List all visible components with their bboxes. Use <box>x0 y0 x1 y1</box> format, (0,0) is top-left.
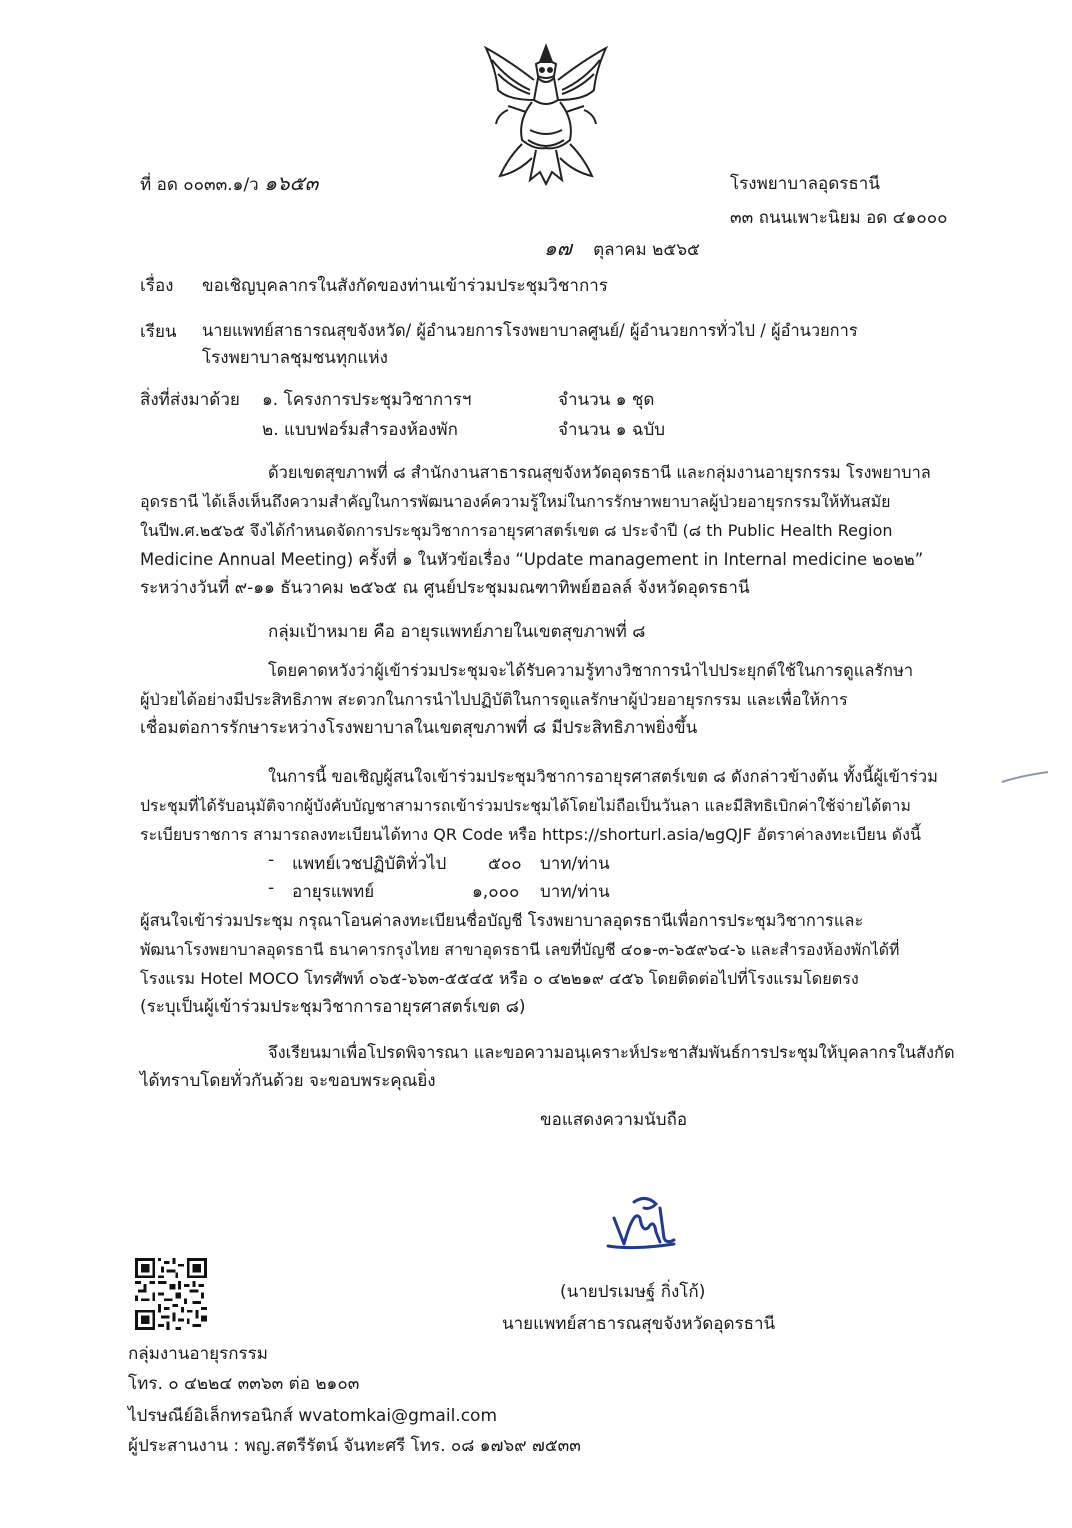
closing-salutation: ขอแสดงความนับถือ <box>540 1110 688 1130</box>
body-line: ในปีพ.ศ.๒๕๖๕ จึงได้กำหนดจัดการประชุมวิชาการอายุรศาสตร์เขต ๘ ประจำปี (๘ th Public Health Region <box>140 521 893 540</box>
body-paragraph-1 <box>140 458 980 603</box>
signer-name: (นายปรเมษฐ์ กิ่งโก้) <box>560 1282 706 1302</box>
fee-unit-2: บาท/ท่าน <box>540 882 610 902</box>
recipient-label: เรียน <box>140 322 177 342</box>
body-line: ผู้สนใจเข้าร่วมประชุม กรุณาโอนค่าลงทะเบียนชื่อบัญชี โรงพยาบาลอุดรธานีเพื่อการประชุมวิชาการและ <box>140 911 864 930</box>
body-line: เชื่อมต่อการรักษาระหว่างโรงพยาบาลในเขตสุขภาพที่ ๘ มีประสิทธิภาพยิ่งขึ้น <box>140 718 698 738</box>
body-paragraph-4 <box>140 762 980 849</box>
body-line: ในการนี้ ขอเชิญผู้สนใจเข้าร่วมประชุมวิชาการอายุรศาสตร์เขต ๘ ดังกล่าวข้างต้น ทั้งนี้ผู้เข้าร่วม <box>268 767 938 786</box>
footer-coordinator: ผู้ประสานงาน : พญ.สตรีรัตน์ จันทะศรี โทร. ๐๘ ๑๗๖๙ ๗๕๓๓ <box>128 1436 581 1456</box>
fee-amount-1: ๕๐๐ <box>488 854 522 874</box>
body-line: อุดรธานี ได้เล็งเห็นถึงความสำคัญในการพัฒนาองค์ความรู้ใหม่ในการรักษาพยาบาลผู้ป่วยอายุรกรรมให้ทันสมัย <box>140 492 891 511</box>
body-line: ระหว่างวันที่ ๙-๑๑ ธันวาคม ๒๕๖๕ ณ ศูนย์ประชุมมณฑาทิพย์ฮอลล์ จังหวัดอุดรธานี <box>140 578 750 598</box>
footer-email: ไปรษณีย์อิเล็กทรอนิกส์ wvatomkai@gmail.com <box>128 1406 498 1426</box>
body-line: ผู้ป่วยได้อย่างมีประสิทธิภาพ สะดวกในการนำไปปฏิบัติในการดูแลรักษาผู้ป่วยอายุรกรรม และเพื่อให้การ <box>140 690 848 709</box>
margin-mark-icon <box>1000 770 1050 784</box>
organization-address: ๓๓ ถนนเพาะนิยม อด ๔๑๐๐๐ <box>730 208 948 228</box>
fee-dash-1: - <box>268 850 275 870</box>
body-line: โดยคาดหวังว่าผู้เข้าร่วมประชุมจะได้รับความรู้ทางวิชาการนำไปประยุกต์ใช้ในการดูแลรักษา <box>268 661 914 680</box>
body-paragraph-2: กลุ่มเป้าหมาย คือ อายุรแพทย์ภายในเขตสุขภาพที่ ๘ <box>268 622 646 642</box>
fee-amount-2: ๑,๐๐๐ <box>472 882 520 902</box>
reference-number-printed: ที่ อด ๐๐๓๓.๑/ว <box>140 175 259 195</box>
organization-name: โรงพยาบาลอุดรธานี <box>730 174 880 194</box>
fee-unit-1: บาท/ท่าน <box>540 854 610 874</box>
body-line: พัฒนาโรงพยาบาลอุดรธานี ธนาคารกรุงไทย สาขาอุดรธานี เลขที่บัญชี ๔๐๑-๓-๖๕๙๖๔-๖ และสำรองห้องพักได้ที่ <box>140 940 900 959</box>
footer-department: กลุ่มงานอายุรกรรม <box>128 1344 268 1364</box>
reference-number-handwritten: ๑๖๕๓ <box>264 171 319 195</box>
reference-number <box>140 167 318 199</box>
enclosure-qty-2: จำนวน ๑ ฉบับ <box>558 420 666 440</box>
letter-date <box>544 232 700 264</box>
signer-title: นายแพทย์สาธารณสุขจังหวัดอุดรธานี <box>502 1314 776 1334</box>
fee-label-2: อายุรแพทย์ <box>292 882 375 902</box>
body-line: ด้วยเขตสุขภาพที่ ๘ สำนักงานสาธารณสุขจังหวัดอุดรธานี และกลุ่มงานอายุรกรรม โรงพยาบาล <box>268 463 931 482</box>
footer-phone: โทร. ๐ ๔๒๒๔ ๓๓๖๓ ต่อ ๒๑๐๓ <box>128 1374 360 1394</box>
subject-label: เรื่อง <box>140 276 174 296</box>
signature-icon <box>604 1188 684 1252</box>
date-day-handwritten: ๑๗ <box>544 236 572 260</box>
body-line: (ระบุเป็นผู้เข้าร่วมประชุมวิชาการอายุรศาสตร์เขต ๘) <box>140 997 526 1017</box>
enclosure-item-2: ๒. แบบฟอร์มสำรองห้องพัก <box>262 420 458 440</box>
body-line: ได้ทราบโดยทั่วกันด้วย จะขอบพระคุณยิ่ง <box>140 1071 436 1091</box>
body-paragraph-3 <box>140 656 980 743</box>
body-line: ระเบียบราชการ สามารถลงทะเบียนได้ทาง QR Code หรือ https://shorturl.asia/๒gQJF อัตราค่าลงทะเบียน ดังนี้ <box>140 825 921 844</box>
body-line: โรงแรม Hotel MOCO โทรศัพท์ ๐๖๕-๖๖๓-๕๕๔๕ หรือ ๐ ๔๒๒๑๙ ๔๕๖ โดยติดต่อไปที่โรงแรมโดยตรง <box>140 969 859 988</box>
enclosure-qty-1: จำนวน ๑ ชุด <box>558 390 655 410</box>
fee-label-1: แพทย์เวชปฏิบัติทั่วไป <box>292 854 447 874</box>
recipient-line-2: โรงพยาบาลชุมชนทุกแห่ง <box>202 348 388 368</box>
enclosure-item-1: ๑. โครงการประชุมวิชาการฯ <box>262 390 472 410</box>
recipient-line-1: นายแพทย์สาธารณสุขจังหวัด/ ผู้อำนวยการโรงพยาบาลศูนย์/ ผู้อำนวยการทั่วไป / ผู้อำนวยการ <box>202 321 858 340</box>
body-paragraph-5 <box>140 906 980 1022</box>
body-line: จึงเรียนมาเพื่อโปรดพิจารณา และขอความอนุเคราะห์ประชาสัมพันธ์การประชุมให้บุคลากรในสังกัด <box>268 1043 955 1062</box>
body-line: Medicine Annual Meeting) ครั้งที่ ๑ ในหัวข้อเรื่อง “Update management in Internal medicine ๒๐๒๒” <box>140 550 924 569</box>
body-paragraph-6 <box>140 1038 980 1096</box>
garuda-emblem-icon <box>478 40 614 190</box>
date-month-year: ตุลาคม ๒๕๖๕ <box>593 240 700 260</box>
body-line: ประชุมที่ได้รับอนุมัติจากผู้บังคับบัญชาสามารถเข้าร่วมประชุมได้โดยไม่ถือเป็นวันลา และมีสิทธิเบิกค่าใช้จ่ายได้ตาม <box>140 796 911 815</box>
enclosures-label: สิ่งที่ส่งมาด้วย <box>140 390 240 410</box>
fee-dash-2: - <box>268 878 275 898</box>
qr-code-icon <box>135 1258 207 1330</box>
subject-text: ขอเชิญบุคลากรในสังกัดของท่านเข้าร่วมประชุมวิชาการ <box>202 276 608 296</box>
